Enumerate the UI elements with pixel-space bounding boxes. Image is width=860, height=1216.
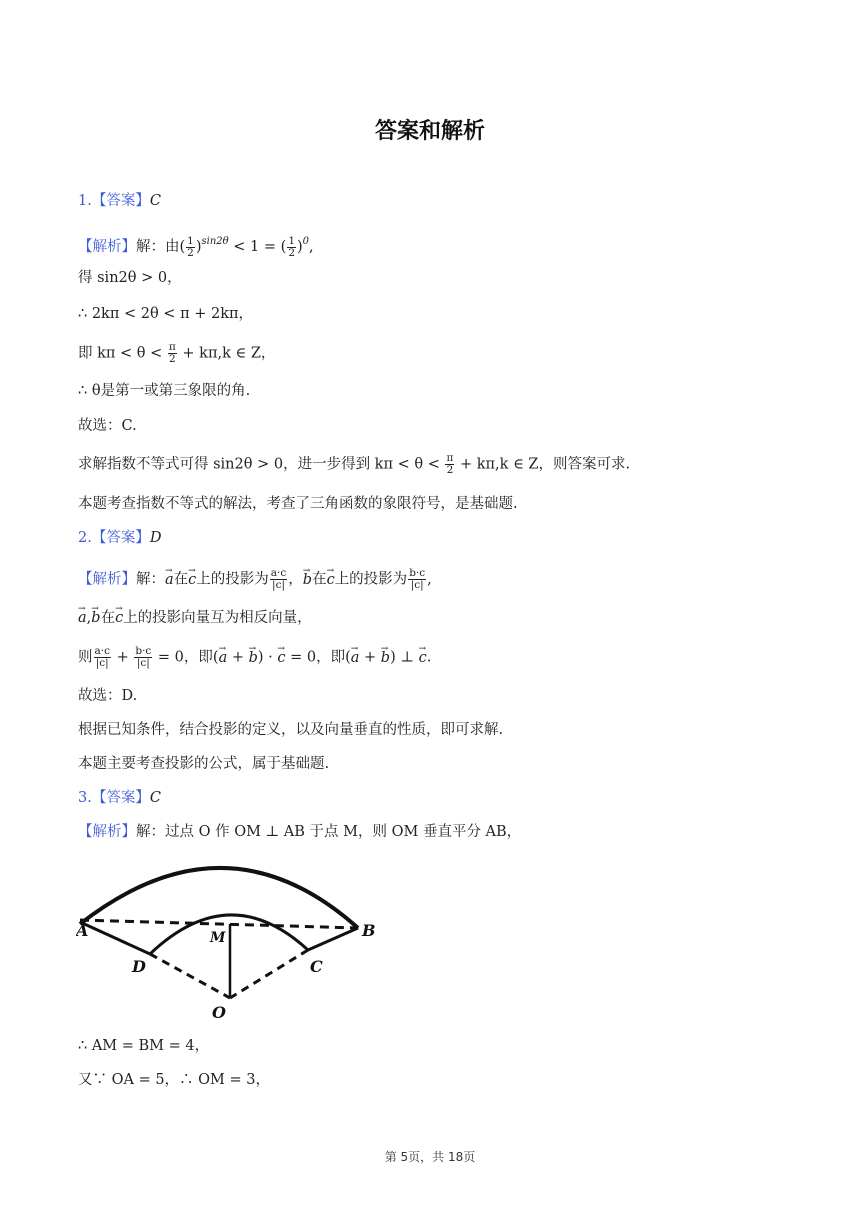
q1-fraction: $\frac{1}{2}$ <box>288 234 295 259</box>
q1-line8: 本题考查指数不等式的解法，考查了三角函数的象限符号，是基础题. <box>78 496 518 512</box>
q1-number: 1. <box>78 193 92 209</box>
outer-arc <box>80 868 358 928</box>
q3-number: 3. <box>78 790 92 806</box>
geometry-figure <box>76 850 386 1030</box>
q1-line2: 得 sin2θ > 0， <box>78 270 182 286</box>
label-m: M <box>210 930 226 946</box>
projection-fraction-a: $\frac{a\cdot c}{|c|}$ <box>270 567 287 591</box>
q2-analysis-line1: 【解析】解：→ a在→ c上的投影为 $\frac{a\cdot c}{|c|}$ ，→ b在→ c上的投影为 $\frac{b\cdot c}{|c|}$ , <box>78 568 432 591</box>
q3-analysis-tag: 【解析】 <box>78 824 136 840</box>
q1-line7: 求解指数不等式可得 sin2θ > 0，进一步得到 kπ < θ < $\frac{\pi}{2}$ + kπ,k ∈ Z，则答案可求. <box>78 452 631 476</box>
q3-answer: C <box>149 790 161 806</box>
label-d: D <box>132 957 146 976</box>
q2-line4: 故选：D. <box>78 688 138 704</box>
q1-analysis-line1: 【解析】解：由( $\frac{1}{2}$ )$^{sin2\theta}$ < 1 = ( $\frac{1}{2}$ )$^0$, <box>78 234 314 259</box>
page-footer: 第 5页，共 18页 <box>384 1150 476 1164</box>
projection-fraction-b: $\frac{b\cdot c}{|c|}$ <box>409 567 426 591</box>
segment-ad <box>80 922 150 954</box>
q1-line4: 即 kπ < θ < $\frac{\pi}{2}$ + kπ,k ∈ Z， <box>78 341 276 365</box>
q3-line3: 又∵ OA = 5，∴ OM = 3， <box>78 1072 270 1088</box>
chord-ab <box>80 920 358 928</box>
q1-fraction: $\frac{1}{2}$ <box>187 234 194 259</box>
segment-do <box>150 954 230 998</box>
q1-line6: 故选：C. <box>78 418 137 434</box>
pi-over-2: $\frac{\pi}{2}$ <box>446 452 454 476</box>
q1-line3: ∴ 2kπ < 2θ < π + 2kπ， <box>78 306 254 322</box>
segment-co <box>230 950 308 998</box>
segment-bc <box>308 928 358 950</box>
q2-line2: → a,→ b在→ c上的投影向量互为相反向量， <box>78 608 312 628</box>
q1-exponent: 0 <box>302 236 310 247</box>
q2-answer-line <box>78 528 161 548</box>
q2-line3: 则 $\frac{a\cdot c}{|c|}$ + $\frac{b\cdot c}{|c|}$ = 0，即(→ a + → b) · → c = 0，即(→ a + → b) ⊥ → c. <box>78 646 431 669</box>
q2-line6: 本题主要考查投影的公式，属于基础题. <box>78 756 330 772</box>
q2-analysis-tag: 【解析】 <box>78 571 136 588</box>
q3-answer-line <box>78 788 161 808</box>
q2-answer: D <box>149 530 162 546</box>
pi-over-2: $\frac{\pi}{2}$ <box>168 341 176 365</box>
q1-line5: ∴ θ是第一或第三象限的角. <box>78 383 251 399</box>
q1-answer-tag: 【答案】 <box>91 193 150 209</box>
q1-text: , <box>309 239 314 255</box>
q1-answer: C <box>149 193 161 209</box>
page-title: 答案和解析 <box>374 119 485 144</box>
q1-analysis-tag: 【解析】 <box>78 239 136 255</box>
q1-text: 解：由( <box>136 239 186 255</box>
label-o: O <box>212 1003 226 1022</box>
q2-number: 2. <box>78 530 92 546</box>
q3-analysis-line1: 【解析】解：过点 O 作 OM ⊥ AB 于点 M，则 OM 垂直平分 AB， <box>78 824 522 840</box>
q2-answer-tag: 【答案】 <box>91 530 150 546</box>
q1-text: < 1 = ( <box>228 239 287 255</box>
q1-answer-line <box>78 191 161 211</box>
q1-exponent: sin2θ <box>201 236 229 247</box>
label-b: B <box>362 921 376 940</box>
q3-line2: ∴ AM = BM = 4， <box>78 1038 210 1054</box>
label-c: C <box>310 957 323 976</box>
q2-line5: 根据已知条件，结合投影的定义，以及向量垂直的性质，即可求解. <box>78 722 504 738</box>
label-a: A <box>76 921 89 940</box>
q3-answer-tag: 【答案】 <box>91 790 150 806</box>
